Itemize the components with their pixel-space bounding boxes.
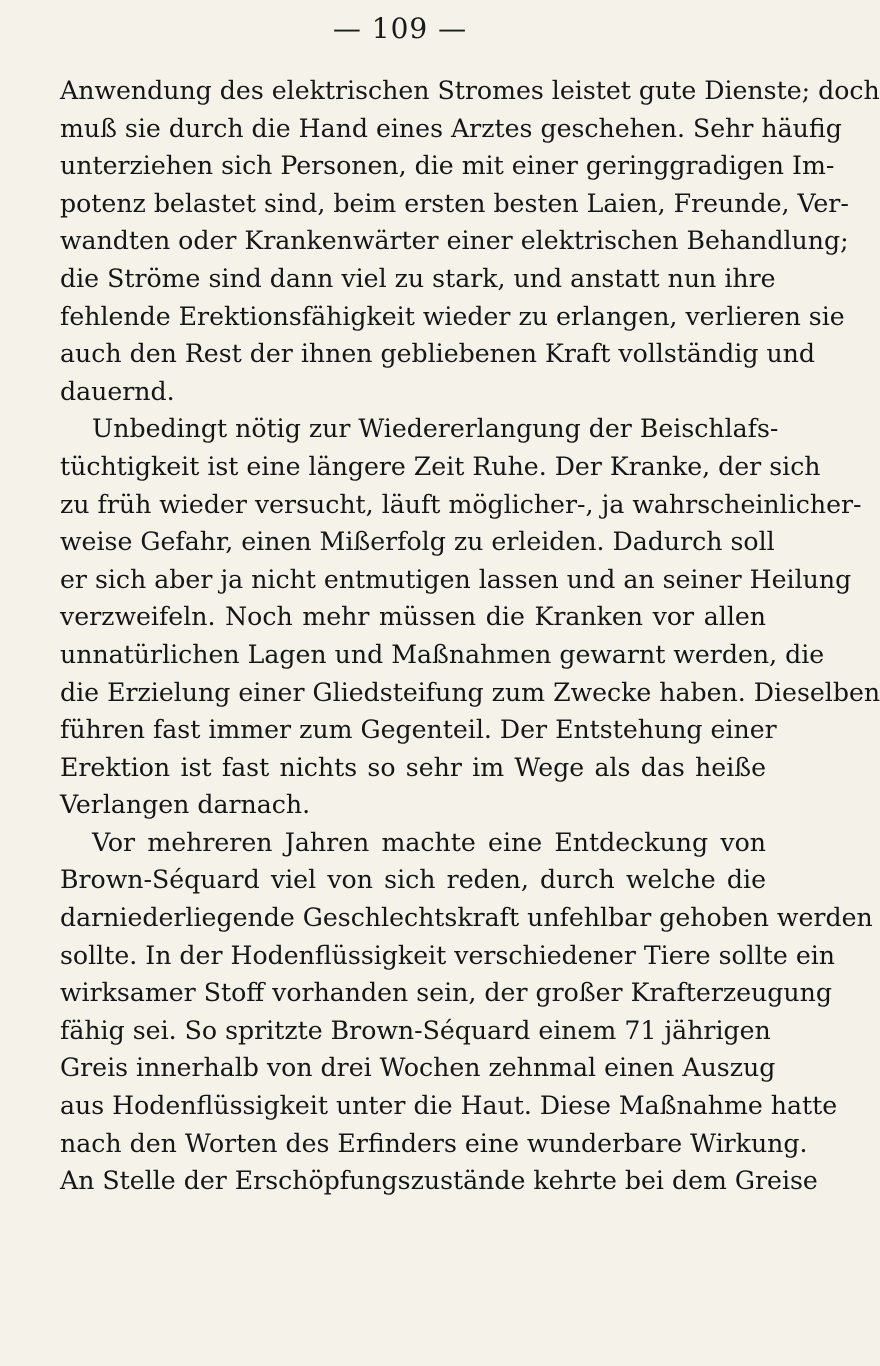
text-line: Vor mehreren Jahren machte eine Entdeckung von xyxy=(92,827,766,857)
text-line: Verlangen darnach. xyxy=(60,790,311,820)
text-line: unnatürlichen Lagen und Maßnahmen gewarnt werden, die xyxy=(60,639,825,669)
text-line: tüchtigkeit ist eine längere Zeit Ruhe. Der Kranke, der sich xyxy=(60,451,821,481)
text-line: nach den Worten des Erfinders eine wunderbare Wirkung. xyxy=(60,1128,808,1158)
body-text xyxy=(60,72,880,1200)
text-line: Greis innerhalb von drei Wochen zehnmal einen Auszug xyxy=(60,1053,776,1083)
text-line: zu früh wieder versucht, läuft möglicher-, ja wahrscheinlicher- xyxy=(60,489,862,519)
text-line: Unbedingt nötig zur Wiedererlangung der Beischlafs- xyxy=(92,414,779,444)
text-line: wirksamer Stoff vorhanden sein, der großer Krafterzeugung xyxy=(60,978,832,1008)
text-line: führen fast immer zum Gegenteil. Der Entstehung einer xyxy=(60,715,777,745)
text-line: verzweifeln. Noch mehr müssen die Kranken vor allen xyxy=(60,602,766,632)
text-line: potenz belastet sind, beim ersten besten Laien, Freunde, Ver- xyxy=(60,188,849,218)
text-line: unterziehen sich Personen, die mit einer geringgradigen Im- xyxy=(60,151,835,181)
text-line: wandten oder Krankenwärter einer elektrischen Behandlung; xyxy=(60,226,849,256)
page-number: — 109 — xyxy=(332,12,468,45)
text-line: auch den Rest der ihnen gebliebenen Kraft vollständig und xyxy=(60,339,816,369)
text-line: die Ströme sind dann viel zu stark, und anstatt nun ihre xyxy=(60,263,776,293)
text-line: fähig sei. So spritzte Brown-Séquard einem 71 jährigen xyxy=(60,1015,771,1045)
text-line: darniederliegende Geschlechtskraft unfehlbar gehoben werden xyxy=(60,903,873,933)
text-line: An Stelle der Erschöpfungszustände kehrte bei dem Greise xyxy=(60,1166,818,1196)
text-line: dauernd. xyxy=(60,376,175,406)
text-line: weise Gefahr, einen Mißerfolg zu erleiden. Dadurch soll xyxy=(60,527,775,557)
text-line: sollte. In der Hodenflüssigkeit verschiedener Tiere sollte ein xyxy=(60,940,836,970)
text-line: die Erzielung einer Gliedsteifung zum Zwecke haben. Dieselben xyxy=(60,677,880,707)
text-line: fehlende Erektionsfähigkeit wieder zu erlangen, verlieren sie xyxy=(60,301,845,331)
text-line: muß sie durch die Hand eines Arztes geschehen. Sehr häufig xyxy=(60,113,842,143)
text-line: aus Hodenflüssigkeit unter die Haut. Diese Maßnahme hatte xyxy=(60,1091,838,1121)
text-line: Anwendung des elektrischen Stromes leistet gute Dienste; doch xyxy=(60,76,880,105)
text-line: Erektion ist fast nichts so sehr im Wege als das heiße xyxy=(60,752,766,782)
text-line: Brown-Séquard viel von sich reden, durch welche die xyxy=(60,865,766,895)
text-line: er sich aber ja nicht entmutigen lassen und an seiner Heilung xyxy=(60,564,852,594)
